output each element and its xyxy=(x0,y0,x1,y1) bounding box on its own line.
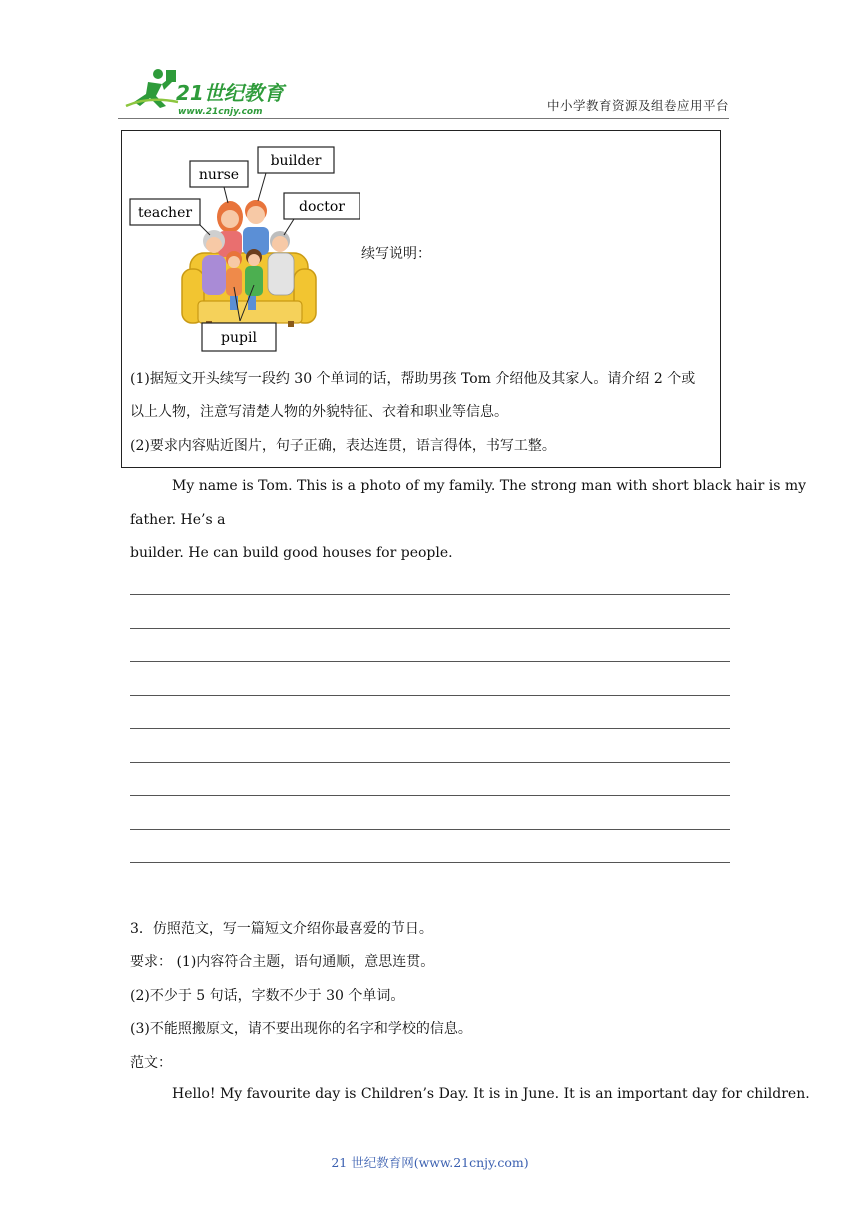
page-footer: 21 世纪教育网(www.21cnjy.com) xyxy=(331,1155,529,1170)
writing-line[interactable] xyxy=(130,762,730,796)
label-pupil: pupil xyxy=(221,330,257,346)
label-teacher: teacher xyxy=(137,205,193,221)
question-3-requirement-2: (2)不少于 5 句话，字数不少于 30 个单词。 xyxy=(130,988,405,1004)
writing-line[interactable] xyxy=(130,795,730,829)
label-builder: builder xyxy=(270,153,322,169)
family-illustration xyxy=(128,145,360,357)
passage-line-1: My name is Tom. This is a photo of my family. The strong man with short black hair is my xyxy=(172,478,807,494)
writing-line[interactable] xyxy=(130,594,730,628)
passage-line-2: father. He’s a xyxy=(130,512,226,528)
label-nurse: nurse xyxy=(198,167,240,183)
question-3-requirement-3: (3)不能照搬原文，请不要出现你的名字和学校的信息。 xyxy=(130,1021,472,1037)
sample-line-1: Hello! My favourite day is Children’s Day. It is in June. It is an important day for children. xyxy=(172,1086,810,1102)
writing-line[interactable] xyxy=(130,695,730,729)
teacher-person-icon xyxy=(202,230,226,295)
site-logo xyxy=(118,66,293,118)
requirement-2: (2)要求内容贴近图片，句子正确，表达连贯，语言得体，书写工整。 xyxy=(130,438,556,454)
runner-icon xyxy=(126,69,178,108)
writing-line[interactable] xyxy=(130,661,730,695)
platform-text: 中小学教育资源及组卷应用平台 xyxy=(546,98,729,113)
question-3-requirement-1: 要求： (1)内容符合主题，语句通顺，意思连贯。 xyxy=(130,954,435,970)
writing-line[interactable] xyxy=(130,628,730,662)
question-3-title: 3．仿照范文，写一篇短文介绍你最喜爱的节日。 xyxy=(130,921,433,937)
logo-sub-text: www.21cnjy.com xyxy=(178,107,263,117)
builder-person-icon xyxy=(243,200,269,255)
doctor-person-icon xyxy=(268,231,294,295)
sample-label: 范文： xyxy=(130,1055,172,1071)
writing-line[interactable] xyxy=(130,728,730,762)
writing-line[interactable] xyxy=(130,829,730,863)
writing-line[interactable] xyxy=(130,862,730,863)
requirement-1-line-1: (1)据短文开头续写一段约 30 个单词的话，帮助男孩 Tom 介绍他及其家人。请介绍 2 个或 xyxy=(130,371,696,387)
task-box xyxy=(121,130,721,468)
requirement-1-line-2: 以上人物，注意写清楚人物的外貌特征、衣着和职业等信息。 xyxy=(130,404,508,420)
continuation-note-title: 续写说明： xyxy=(361,246,431,262)
writing-area[interactable] xyxy=(130,594,730,863)
header-divider xyxy=(118,118,729,119)
passage-line-3: builder. He can build good houses for people. xyxy=(130,545,453,561)
label-doctor: doctor xyxy=(299,199,345,215)
logo-main-text: 21世纪教育 xyxy=(176,81,284,105)
